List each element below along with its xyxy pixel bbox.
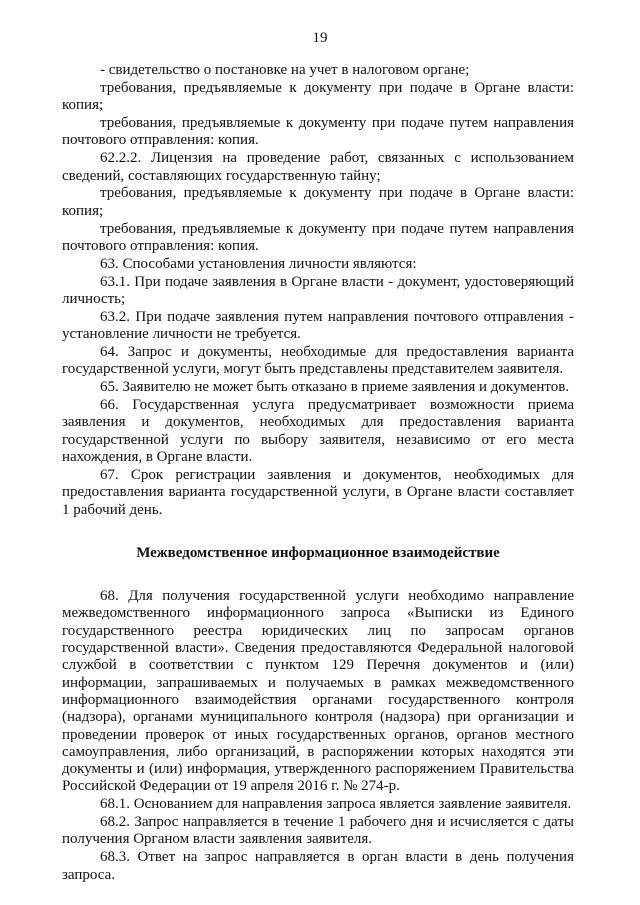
paragraph: 68. Для получения государственной услуги необходимо направление межведомственного информационного запроса «Выписки из Единого государственного реестра юридических лиц по запросам органов государственной власти». Сведения предоставляются Федеральной налоговой службой в соответствии с пунктом 129 Перечня документов и (или) информации, запрашиваемых и получаемых в рамках межведомственного информационного взаимодействия органами государственного контроля (надзора), органами муниципального контроля (надзора) при организации и проведении проверок от иных государственных органов, органов местного самоуправления, либо организаций, в распоряжении которых находятся эти документы и (или) информация, утвержденного распоряжением Правительства Российской Федерации от 19 апреля 2016 г. № 274-р. — [62, 588, 574, 795]
paragraph: 68.2. Запрос направляется в течение 1 рабочего дня и исчисляется с даты получения Органом власти заявления заявителя. — [62, 814, 574, 848]
paragraph: 63.2. При подаче заявления путем направления почтового отправления - установление личности не требуется. — [62, 308, 574, 343]
paragraph: 65. Заявителю не может быть отказано в приеме заявления и документов. — [100, 379, 570, 396]
paragraph: 67. Срок регистрации заявления и документов, необходимых для предоставления варианта государственной услуги, в Органе власти составляет 1 рабочий день. — [62, 466, 574, 518]
paragraph: требования, предъявляемые к документу при подаче путем направления почтового отправления: копия. — [62, 115, 574, 149]
paragraph: 62.2.2. Лицензия на проведение работ, связанных с использованием сведений, составляющих государственную тайну; — [62, 150, 574, 184]
paragraph: - свидетельство о постановке на учет в налоговом органе; — [100, 62, 470, 78]
page-number: 19 — [312, 30, 328, 46]
document-body — [62, 62, 574, 885]
paragraph: требования, предъявляемые к документу при подаче путем направления почтового отправления: копия. — [62, 220, 574, 254]
paragraph: 63. Способами установления личности являются: — [100, 255, 417, 272]
section-heading: Межведомственное информационное взаимодействие — [136, 544, 500, 561]
paragraph: 66. Государственная услуга предусматривает возможности приема заявления и документов, необходимых для предоставления варианта государственной услуги по выбору заявителя, независимо от его места нахождения, в Органе власти. — [62, 397, 574, 466]
paragraph: 68.1. Основанием для направления запроса является заявление заявителя. — [100, 796, 572, 813]
paragraph: 64. Запрос и документы, необходимые для предоставления варианта государственной услуги, могут быть представлены представителем заявителя. — [62, 344, 574, 378]
paragraph: 68.3. Ответ на запрос направляется в орган власти в день получения запроса. — [62, 849, 574, 883]
paragraph: 63.1. При подаче заявления в Органе власти - документ, удостоверяющий личность; — [62, 273, 574, 308]
paragraph: требования, предъявляемые к документу при подаче в Органе власти: копия; — [62, 185, 574, 219]
paragraph: требования, предъявляемые к документу при подаче в Органе власти: копия; — [62, 79, 574, 114]
